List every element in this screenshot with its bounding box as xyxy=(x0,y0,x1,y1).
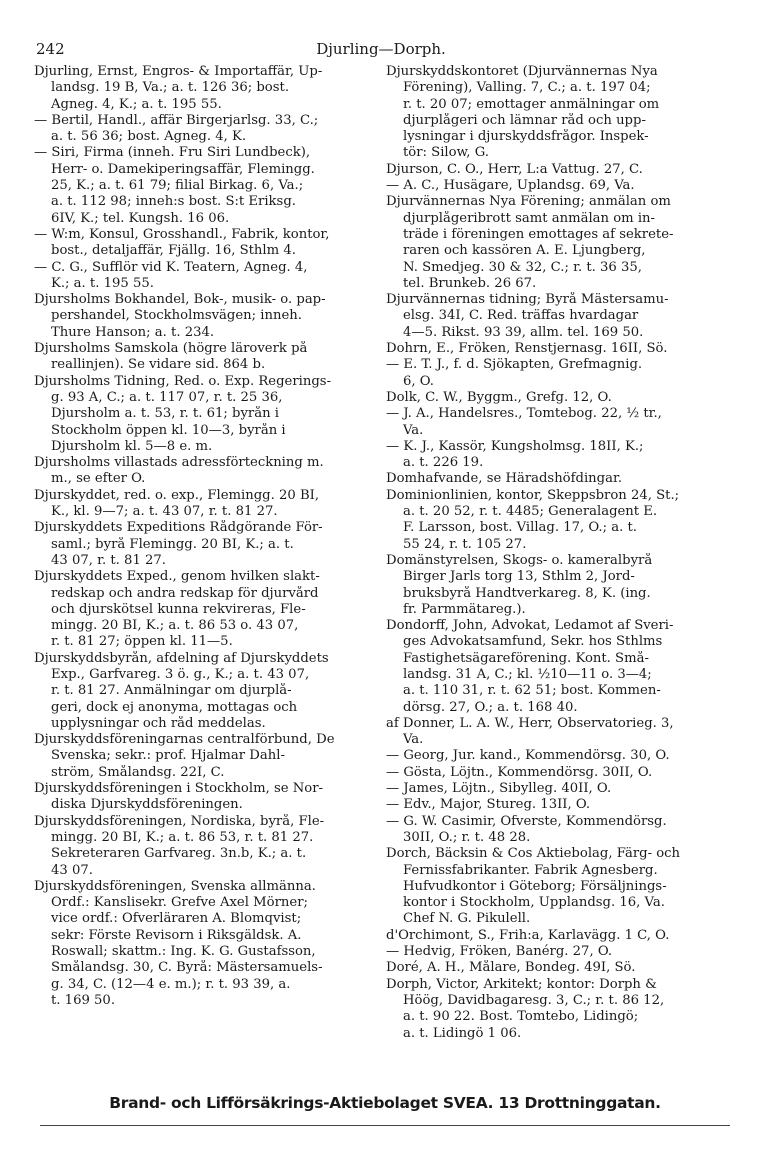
directory-line: — James, Löjtn., Sibylleg. 40II, Ö. xyxy=(386,781,612,797)
directory-line: r. t. 81 27. Anmälningar om djurplå- xyxy=(51,683,292,699)
directory-line: — E. T. J., f. d. Sjökapten, Grefmagnig. xyxy=(386,357,643,373)
directory-line: bruksbyrå Handtverkareg. 8, K. (ing. xyxy=(403,585,651,601)
directory-line: Djurvännernas tidning; Byrå Mästersamu- xyxy=(386,292,669,308)
directory-line: Dolk, C. W., Byggm., Grefg. 12, Ö. xyxy=(386,389,612,405)
directory-line: Djurskyddsföreningen, Svenska allmänna. xyxy=(34,878,316,894)
page-header xyxy=(36,40,726,62)
directory-line: a. t. 110 31, r. t. 62 51; bost. Kommen- xyxy=(403,683,661,699)
directory-line: g. 34, C. (12—4 e. m.); r. t. 93 39, a. xyxy=(51,976,291,992)
directory-line: a. t. 112 98; inneh:s bost. S:t Eriksg. xyxy=(51,194,296,210)
directory-line: Förening), Valling. 7, C.; a. t. 197 04; xyxy=(403,80,651,96)
directory-line: upplysningar och råd meddelas. xyxy=(51,715,266,731)
directory-line: — Georg, Jur. kand., Kommendörsg. 30, Ö. xyxy=(386,748,670,764)
directory-line: Exp., Garfvareg. 3 ö. g., K.; a. t. 43 07, xyxy=(51,666,310,682)
directory-line: träde i föreningen emottages af sekrete- xyxy=(403,226,674,242)
directory-line: Djurskyddskontoret (Djurvännernas Nya xyxy=(386,64,658,79)
directory-line: Stockholm öppen kl. 10—3, byrån i xyxy=(51,422,286,438)
directory-line: fr. Parmmätareg.). xyxy=(403,601,526,617)
directory-line: r. t. 20 07; emottager anmälningar om xyxy=(403,96,660,112)
directory-line: geri, dock ej anonyma, mottagas och xyxy=(51,699,298,715)
directory-line: Fastighetsägareförening. Kont. Små- xyxy=(403,650,649,666)
directory-line: Djursholm kl. 5—8 e. m. xyxy=(51,438,213,454)
directory-line: diska Djurskyddsföreningen. xyxy=(51,797,243,813)
directory-line: Ordf.: Kanslisekr. Grefve Axel Mörner; xyxy=(51,895,308,911)
directory-line: Domänstyrelsen, Skogs- o. kameralbyrå xyxy=(386,552,653,568)
directory-line: — Hedvig, Fröken, Banérg. 27, Ö. xyxy=(386,944,613,960)
left-column xyxy=(34,64,414,1009)
directory-line: Thure Hanson; a. t. 234. xyxy=(51,324,215,340)
directory-line: djurplågeri och lämnar råd och upp- xyxy=(403,112,646,128)
directory-line: — W:m, Konsul, Grosshandl., Fabrik, kontor, xyxy=(34,226,330,242)
directory-line: djurplågeribrott samt anmälan om in- xyxy=(403,210,656,226)
directory-line: Domhafvande, se Häradshöfdingar. xyxy=(386,471,623,487)
directory-line: redskap och andra redskap för djurvård xyxy=(51,585,319,601)
directory-line: 43 07. xyxy=(51,862,93,878)
directory-line: Dorch, Bäcksin & Cos Aktiebolag, Färg- och xyxy=(386,846,681,862)
directory-line: sekr: Förste Revisorn i Riksgäldsk. A. xyxy=(51,927,302,943)
directory-line: 25, K.; a. t. 61 79; filial Birkag. 6, Va.; xyxy=(51,178,304,194)
directory-line: 55 24, r. t. 105 27. xyxy=(403,536,527,552)
directory-line: — C. G., Sufflör vid K. Teatern, Agneg. 4, xyxy=(34,259,308,275)
directory-line: Djurskyddet, red. o. exp., Flemingg. 20 BI, xyxy=(34,487,320,503)
directory-line: Djurvännernas Nya Förening; anmälan om xyxy=(386,194,671,210)
directory-line: — G. W. Casimir, Öfverste, Kommendörsg. xyxy=(386,813,667,829)
directory-line: ström, Smålandsg. 22I, C. xyxy=(51,764,225,780)
directory-line: Djursholms Tidning, Red. o. Exp. Regerings- xyxy=(34,373,332,389)
directory-line: Hufvudkontor i Göteborg; Försäljnings- xyxy=(403,878,667,894)
directory-line: m., se efter Ö. xyxy=(51,471,146,487)
directory-line: reallinjen). Se vidare sid. 864 b. xyxy=(51,357,266,373)
directory-line: K., kl. 9—7; a. t. 43 07, r. t. 81 27. xyxy=(51,504,278,520)
directory-line: a. t. 20 52, r. t. 4485; Generalagent E. xyxy=(403,504,658,520)
directory-line: raren och kassören A. E. Ljungberg, xyxy=(403,243,646,259)
directory-line: a. t. Lidingö 1 06. xyxy=(403,1025,522,1041)
directory-line: vice ordf.: Öfverläraren A. Blomqvist; xyxy=(51,911,302,927)
directory-line: Djurskyddsföreningen, Nordiska, byrå, Fle- xyxy=(34,813,325,829)
directory-line: Djurskyddsbyrån, afdelning af Djurskyddets xyxy=(34,650,329,666)
directory-line: Herr- o. Damekiperingsaffär, Flemingg. xyxy=(51,161,315,177)
directory-line: Va. xyxy=(403,422,424,438)
directory-line: lysningar i djurskyddsfrågor. Inspek- xyxy=(403,129,649,145)
directory-line: — Siri, Firma (inneh. Fru Siri Lundbeck), xyxy=(34,145,311,161)
directory-line: bost., detaljaffär, Fjällg. 16, Sthlm 4. xyxy=(51,243,296,259)
directory-line: Dominionlinien, kontor, Skeppsbron 24, St.; xyxy=(386,487,680,503)
directory-line: 43 07, r. t. 81 27. xyxy=(51,552,167,568)
directory-line: Djursholms Samskola (högre läroverk på xyxy=(34,341,308,357)
directory-line: ges Advokatsamfund, Sekr. hos Sthlms xyxy=(403,634,663,650)
directory-line: 30II, Ö.; r. t. 48 28. xyxy=(403,829,531,845)
directory-line: Djurskyddsföreningarnas centralförbund, De xyxy=(34,732,335,748)
directory-line: saml.; byrå Flemingg. 20 BI, K.; a. t. xyxy=(51,536,294,552)
directory-line: r. t. 81 27; öppen kl. 11—5. xyxy=(51,634,233,650)
directory-line: Dohrn, E., Fröken, Renstjernasg. 16II, Sö. xyxy=(386,341,668,357)
footer-rule xyxy=(40,1125,730,1126)
directory-line: K.; a. t. 195 55. xyxy=(51,275,154,291)
directory-line: Sekreteraren Garfvareg. 3n.b, K.; a. t. xyxy=(51,846,307,862)
directory-line: — Edv., Major, Stureg. 13II, Ö. xyxy=(386,797,591,813)
directory-line: Djurskyddets Exped., genom hvilken slakt- xyxy=(34,569,320,585)
directory-line: dörsg. 27, Ö.; a. t. 168 40. xyxy=(403,699,578,715)
running-head: Djurling—Dorph. xyxy=(316,40,446,58)
directory-line: af Donner, L. A. W., Herr, Observatorieg. 3, xyxy=(386,715,674,731)
directory-line: Doré, A. H., Målare, Bondeg. 49I, Sö. xyxy=(386,960,636,976)
directory-line: Dorph, Victor, Arkitekt; kontor: Dorph & xyxy=(386,976,657,992)
footer-advertisement: Brand- och Lifförsäkrings-Aktiebolaget SVEA. 13 Drottninggatan. xyxy=(109,1094,661,1112)
directory-line: tör: Silow, G. xyxy=(403,145,489,161)
directory-line: Djursholms Bokhandel, Bok-, musik- o. pap- xyxy=(34,292,326,308)
directory-line: Agneg. 4, K.; a. t. 195 55. xyxy=(51,96,222,112)
directory-line: Va. xyxy=(403,732,424,748)
directory-line: mingg. 20 BI, K.; a. t. 86 53 o. 43 07, xyxy=(51,618,299,634)
directory-line: F. Larsson, bost. Villag. 17, Ö.; a. t. xyxy=(403,520,637,536)
directory-line: Djurskyddsföreningen i Stockholm, se Nor- xyxy=(34,781,323,797)
right-column xyxy=(386,64,748,1042)
directory-line: och djurskötsel kunna rekvireras, Fle- xyxy=(51,601,306,617)
directory-line: Chef N. G. Pikulell. xyxy=(403,911,531,927)
directory-line: Höög, Davidbagaresg. 3, C.; r. t. 86 12, xyxy=(403,992,665,1008)
directory-line: pershandel, Stockholmsvägen; inneh. xyxy=(51,308,302,324)
directory-line: landsg. 19 B, Va.; a. t. 126 36; bost. xyxy=(51,80,290,96)
directory-line: — K. J., Kassör, Kungsholmsg. 18II, K.; xyxy=(386,438,644,454)
directory-line: d'Orchimont, S., Frih:a, Karlavägg. 1 C, Ö. xyxy=(386,927,670,943)
directory-line: — Bertil, Handl., affär Birgerjarlsg. 33, C.; xyxy=(34,112,319,128)
directory-line: landsg. 31 A, C.; kl. ½10—11 o. 3—4; xyxy=(403,666,652,682)
directory-line: Djurling, Ernst, Engros- & Importaffär, Up- xyxy=(34,64,323,79)
directory-line: 4—5. Rikst. 93 39, allm. tel. 169 50. xyxy=(403,324,644,340)
directory-line: Djurson, C. O., Herr, L:a Vattug. 27, C. xyxy=(386,161,643,177)
directory-line: N. Smedjeg. 30 & 32, C.; r. t. 36 35, xyxy=(403,259,642,275)
directory-line: a. t. 226 19. xyxy=(403,455,484,471)
directory-line: tel. Brunkeb. 26 67. xyxy=(403,275,537,291)
directory-line: Birger Jarls torg 13, Sthlm 2, Jord- xyxy=(403,569,635,585)
directory-line: elsg. 34I, C. Red. träffas hvardagar xyxy=(403,308,639,324)
directory-line: — J. A., Handelsres., Tomtebog. 22, ½ tr., xyxy=(386,406,662,422)
directory-line: a. t. 90 22. Bost. Tomtebo, Lidingö; xyxy=(403,1009,639,1025)
directory-line: g. 93 A, C.; a. t. 117 07, r. t. 25 36, xyxy=(51,389,283,405)
directory-line: Djurskyddets Expeditions Rådgörande För- xyxy=(34,520,323,536)
directory-line: Fernissfabrikanter. Fabrik Agnesberg. xyxy=(403,862,658,878)
directory-line: — A. C., Husägare, Uplandsg. 69, Va. xyxy=(386,178,635,194)
directory-line: Dondorff, John, Advokat, Ledamot af Sveri- xyxy=(386,618,674,634)
directory-line: t. 169 50. xyxy=(51,992,116,1008)
directory-line: Roswall; skattm.: Ing. K. G. Gustafsson, xyxy=(51,944,316,960)
directory-line: Smålandsg. 30, C. Byrå: Mästersamuels- xyxy=(51,960,323,976)
directory-line: 6IV, K.; tel. Kungsh. 16 06. xyxy=(51,210,230,226)
page-number: 242 xyxy=(36,40,65,58)
directory-line: 6, Ö. xyxy=(403,373,435,389)
directory-line: Svenska; sekr.: prof. Hjalmar Dahl- xyxy=(51,748,285,764)
directory-line: kontor i Stockholm, Upplandsg. 16, Va. xyxy=(403,895,665,911)
directory-line: Djursholm a. t. 53, r. t. 61; byrån i xyxy=(51,406,279,422)
directory-line: mingg. 20 BI, K.; a. t. 86 53, r. t. 81 27. xyxy=(51,829,314,845)
directory-line: — Gösta, Löjtn., Kommendörsg. 30II, Ö. xyxy=(386,764,653,780)
directory-line: Djursholms villastads adressförteckning m. xyxy=(34,455,324,471)
directory-line: a. t. 56 36; bost. Agneg. 4, K. xyxy=(51,129,247,145)
